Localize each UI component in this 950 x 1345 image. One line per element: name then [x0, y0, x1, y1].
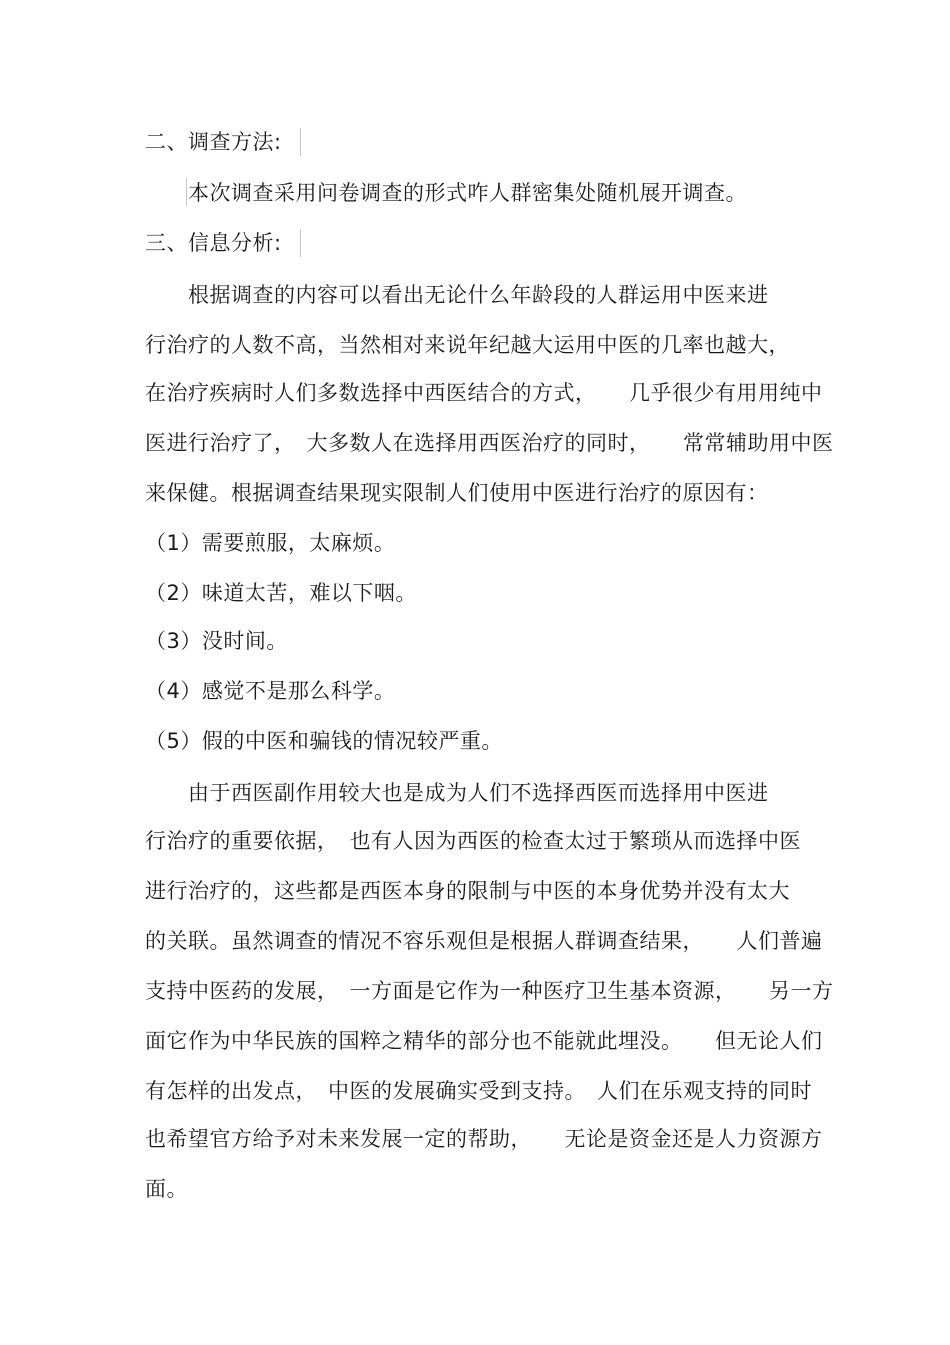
methods-paragraph: 本次调查采用问卷调查的形式咋人群密集处随机展开调查。 [188, 181, 747, 205]
conclusion-paragraph-line: 进行治疗的，这些都是西医本身的限制与中医的本身优势并没有太大 [145, 879, 790, 903]
conclusion-paragraph-line: 支持中医药的发展， 一方面是它作为一种医疗卫生基本资源， 另一方 [145, 979, 834, 1003]
conclusion-paragraph-line: 行治疗的重要依据， 也有人因为西医的检查太过于繁琐从而选择中医 [145, 829, 801, 853]
analysis-paragraph-line: 行治疗的人数不高，当然相对来说年纪越大运用中医的几率也越大， [145, 333, 790, 357]
text-cursor-marker [186, 178, 187, 206]
conclusion-paragraph-line: 也希望官方给予对未来发展一定的帮助， 无论是资金还是人力资源方 [145, 1127, 823, 1151]
reason-list-item: （1）需要煎服，太麻烦。 [145, 531, 396, 555]
conclusion-paragraph-line: 的关联。虽然调查的情况不容乐观但是根据人群调查结果， 人们普遍 [145, 929, 823, 953]
analysis-paragraph-line: 在治疗疾病时人们多数选择中西医结合的方式， 几乎很少有用用纯中 [145, 381, 823, 405]
text-cursor-marker [300, 128, 301, 156]
section-heading-methods: 二、调查方法: [145, 130, 282, 154]
section-heading-analysis: 三、信息分析: [145, 231, 282, 255]
analysis-paragraph-line: 医进行治疗了， 大多数人在选择用西医治疗的同时， 常常辅助用中医 [145, 431, 834, 455]
analysis-paragraph-line: 来保健。根据调查结果现实限制人们使用中医进行治疗的原因有： [145, 481, 769, 505]
reason-list-item: （3）没时间。 [145, 629, 288, 653]
conclusion-paragraph-line: 面。 [145, 1177, 188, 1201]
text-cursor-marker [300, 229, 301, 257]
reason-list-item: （4）感觉不是那么科学。 [145, 679, 396, 703]
conclusion-paragraph-line: 由于西医副作用较大也是成为人们不选择西医而选择用中医进 [188, 781, 769, 805]
conclusion-paragraph-line: 面它作为中华民族的国粹之精华的部分也不能就此埋没。 但无论人们 [145, 1029, 823, 1053]
conclusion-paragraph-line: 有怎样的出发点， 中医的发展确实受到支持。 人们在乐观支持的同时 [145, 1079, 812, 1103]
reason-list-item: （2）味道太苦，难以下咽。 [145, 581, 417, 605]
analysis-paragraph-line: 根据调查的内容可以看出无论什么年龄段的人群运用中医来进 [188, 283, 769, 307]
reason-list-item: （5）假的中医和骗钱的情况较严重。 [145, 729, 503, 753]
